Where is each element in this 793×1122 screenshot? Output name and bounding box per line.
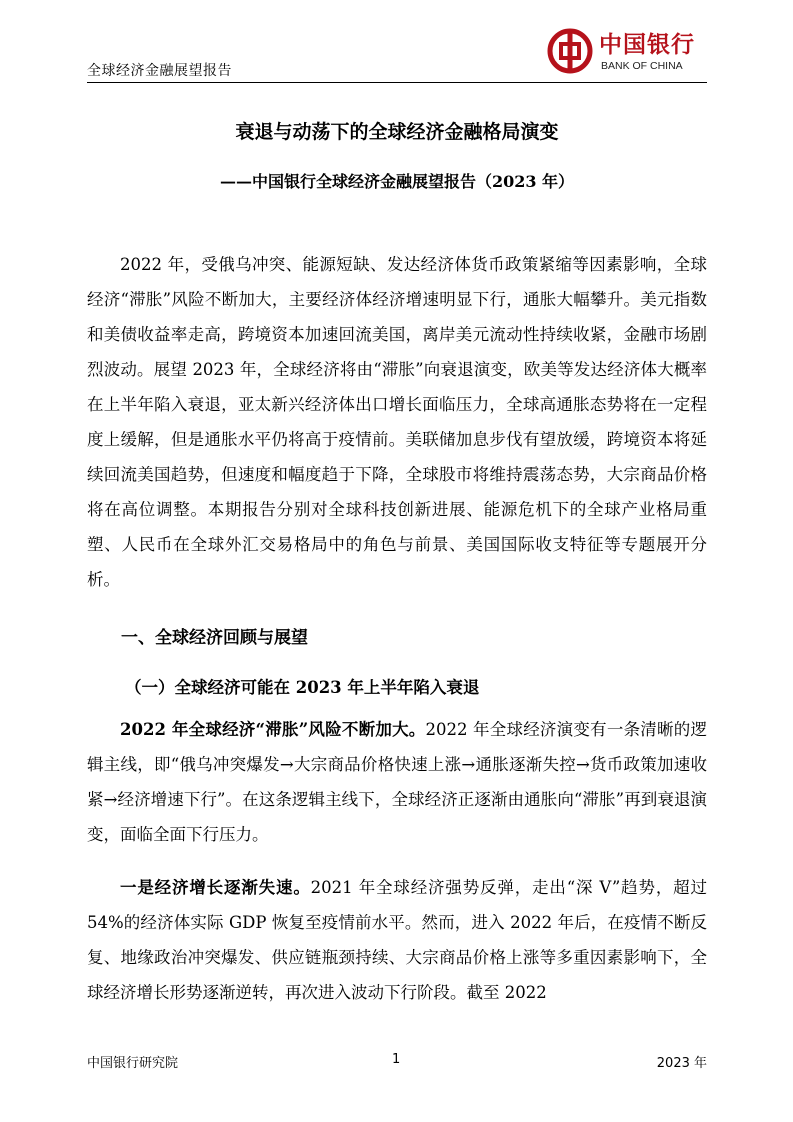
footer-year: 2023 年 (656, 1056, 707, 1071)
paragraph-lead: 一是经济增长逐渐失速。 (120, 878, 311, 897)
intro-paragraph: 2022 年，受俄乌冲突、能源短缺、发达经济体货币政策紧缩等因素影响，全球经济“滞胀”风险不断加大，主要经济体经济增速明显下行，通胀大幅攀升。美元指数和美债收益率走高，跨境资本加速回流美国，离岸美元流动性持续收紧，金融市场剧烈波动。展望 2023 年，全球经济将由“滞胀”向衰退演变，欧美等发达经济体大概率在上半年陷入衰退，亚太新兴经济体出口增长面临压力，全球高通胀态势将在一定程度上缓解，但是通胀水平仍将高于疫情前。美联储加息步伐有望放缓，跨境资本将延续回流美国趋势，但速度和幅度趋于下降，全球股市将维持震荡态势，大宗商品价格将在高位调整。本期报告分别对全球科技创新进展、能源危机下的全球产业格局重塑、人民币在全球外汇交易格局中的角色与前景、美国国际收支特征等专题展开分析。 (87, 255, 707, 589)
logo-name-cn: 中国银行 (599, 31, 695, 58)
header-report-name: 全球经济金融展望报告 (87, 63, 232, 79)
section-heading: 一、全球经济回顾与展望 (121, 628, 308, 648)
page-footer (87, 1052, 707, 1072)
paragraph-lead: 2022 年全球经济“滞胀”风险不断加大。 (120, 720, 426, 739)
page-number: 1 (392, 1052, 401, 1067)
bank-of-china-logo (547, 26, 707, 80)
document-subtitle: ——中国银行全球经济金融展望报告（2023 年） (219, 172, 575, 191)
bank-of-china-seal-icon (547, 28, 593, 74)
subsection-heading: （一）全球经济可能在 2023 年上半年陷入衰退 (125, 678, 480, 697)
logo-name-en: BANK OF CHINA (601, 60, 683, 72)
page-header (87, 0, 707, 83)
paragraph-text: 2022 年全球经济演变有一条清晰的逻辑主线，即“俄乌冲突爆发→大宗商品价格快速上涨→通胀逐渐失控→货币政策加速收紧→经济增速下行”。在这条逻辑主线下，全球经济正逐渐由通胀向“滞胀”再到衰退演变，面临全面下行压力。 (87, 720, 707, 844)
body-paragraph (87, 712, 707, 852)
body-paragraph (87, 870, 707, 1010)
document-title: 衰退与动荡下的全球经济金融格局演变 (235, 121, 559, 143)
paragraph-text: 2021 年全球经济强势反弹，走出“深 V”趋势，超过 54%的经济体实际 GDP 恢复至疫情前水平。然而，进入 2022 年后，在疫情不断反复、地缘政治冲突爆发、供应链瓶颈持续、大宗商品价格上涨等多重因素影响下，全球经济增长形势逐渐逆转，再次进入波动下行阶段。截至 2022 (87, 878, 708, 1002)
footer-institute: 中国银行研究院 (87, 1056, 179, 1071)
